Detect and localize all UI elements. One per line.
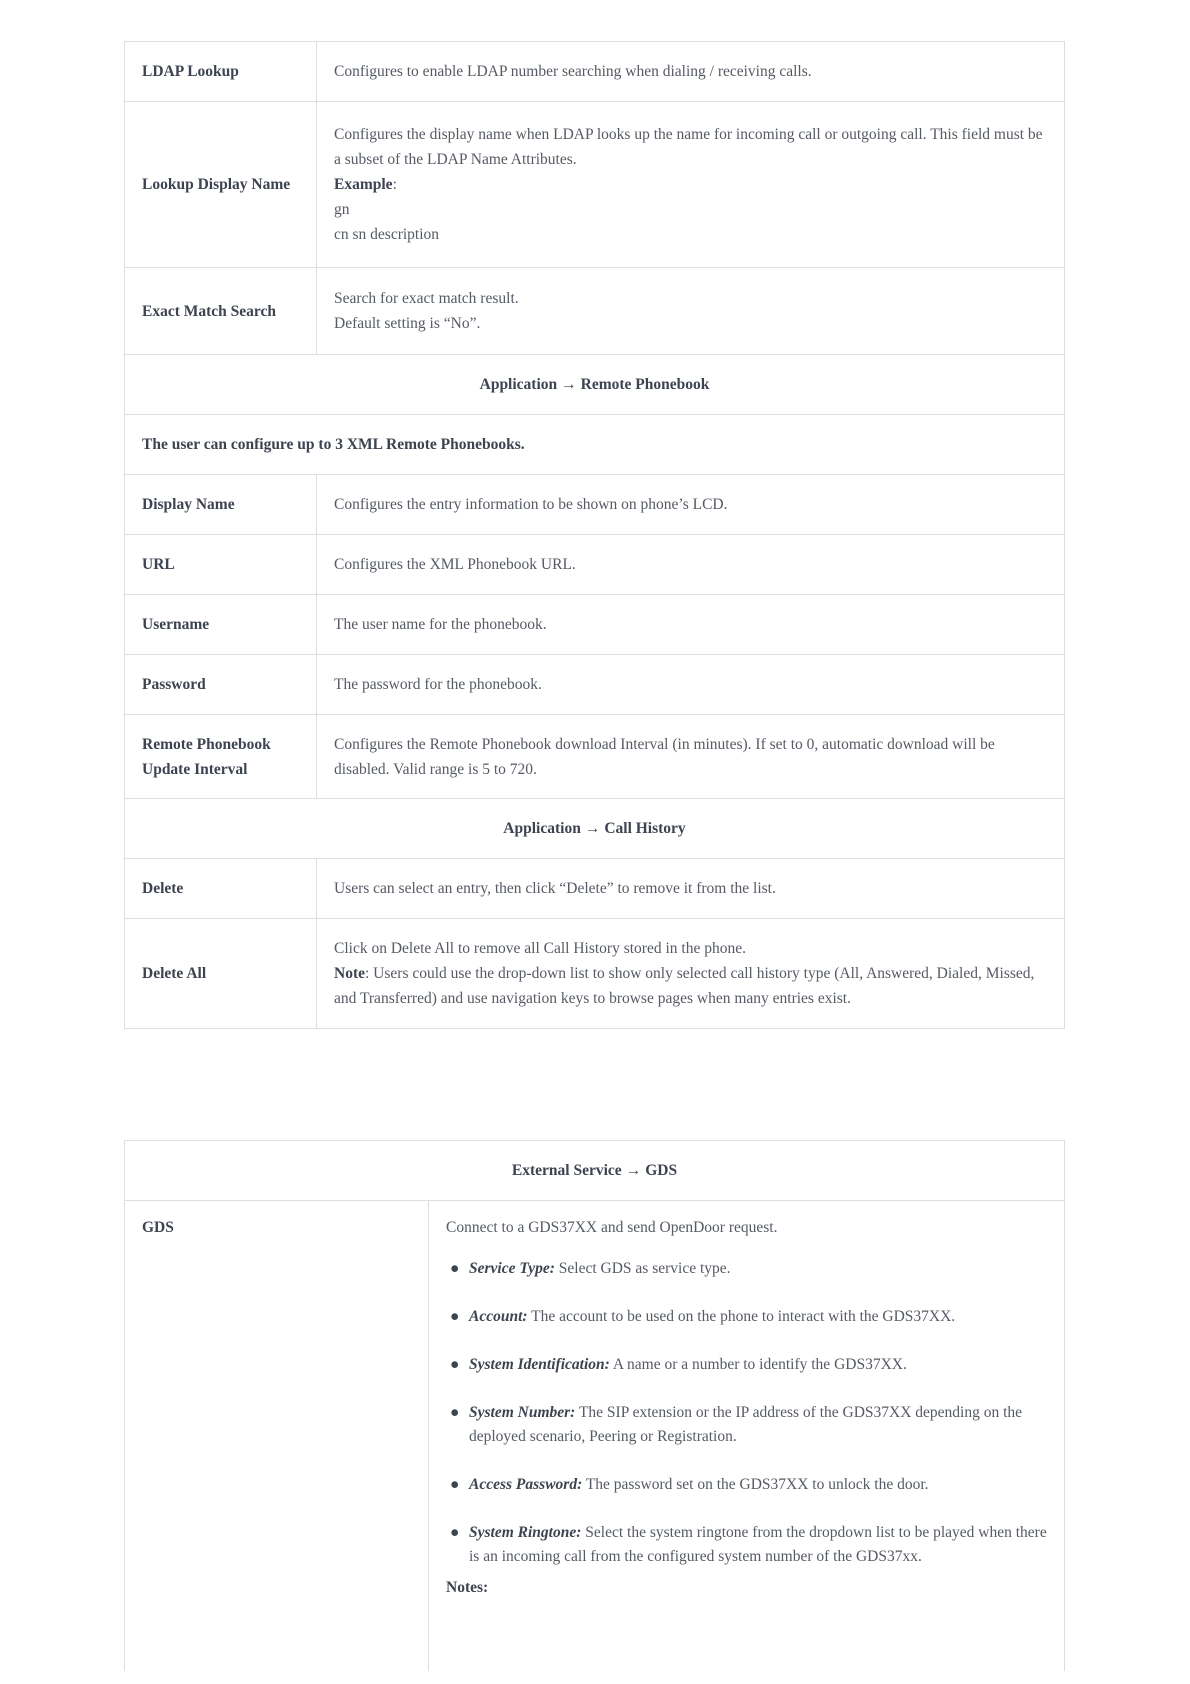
gds-options-list (446, 1257, 1047, 1569)
bullet-icon: ● (450, 1476, 460, 1493)
section-right: Remote Phonebook (580, 376, 710, 393)
arrow-right-icon: → (584, 820, 601, 837)
exact-match-line-2: Default setting is “No”. (334, 315, 481, 332)
list-item (450, 1401, 1047, 1449)
notes-label: Notes: (446, 1579, 489, 1596)
delete-all-line-1: Click on Delete All to remove all Call History stored in the phone. (334, 940, 746, 957)
row-desc-delete: Users can select an entry, then click “Delete” to remove it from the list. (317, 859, 1065, 919)
row-key-password: Password (125, 655, 317, 715)
item-label: Account: (469, 1308, 528, 1325)
row-key-username: Username (125, 595, 317, 655)
settings-table-external-service (124, 1140, 1065, 1671)
lookup-display-name-desc: Configures the display name when LDAP looks up the name for incoming call or outgoing call. This field must be a subset of the LDAP Name Attributes. (334, 126, 1043, 168)
row-key-display-name: Display Name (125, 475, 317, 535)
list-item (450, 1305, 1047, 1329)
row-desc-username: The user name for the phonebook. (317, 595, 1065, 655)
example-label: Example (334, 176, 393, 193)
bullet-icon: ● (450, 1404, 460, 1421)
table-row (125, 859, 1065, 919)
row-key-lookup-display-name: Lookup Display Name (125, 102, 317, 268)
list-item (450, 1521, 1047, 1569)
item-label: System Number: (469, 1404, 576, 1421)
example-value-2: cn sn description (334, 226, 440, 243)
section-header-remote-phonebook (125, 355, 1065, 415)
bullet-icon: ● (450, 1260, 460, 1277)
list-item (450, 1473, 1047, 1497)
row-key-update-interval (125, 715, 317, 799)
table-row (125, 475, 1065, 535)
table-row (125, 1201, 1065, 1671)
note-text: : Users could use the drop-down list to show only selected call history type (All, Answered, Dialed, Missed, and Transferred) and use navigation keys to browse pages when many entries exist. (334, 965, 1035, 1007)
section-header-gds (125, 1141, 1065, 1201)
update-interval-key-line-2: Update Interval (142, 760, 248, 778)
section-left: External Service (511, 1162, 622, 1179)
example-value-1: gn (334, 201, 350, 218)
row-key-delete: Delete (125, 859, 317, 919)
table-row (125, 919, 1065, 1029)
bullet-icon: ● (450, 1524, 460, 1541)
remote-phonebook-intro: The user can configure up to 3 XML Remote Phonebooks. (125, 415, 1065, 475)
item-text: A name or a number to identify the GDS37XX. (609, 1356, 907, 1373)
exact-match-line-1: Search for exact match result. (334, 290, 519, 307)
example-colon: : (392, 176, 397, 193)
row-key-delete-all: Delete All (125, 919, 317, 1029)
row-key-exact-match-search: Exact Match Search (125, 268, 317, 355)
item-label: Service Type: (469, 1260, 555, 1277)
row-desc-url: Configures the XML Phonebook URL. (317, 535, 1065, 595)
example-line (334, 172, 1047, 197)
section-right: Call History (604, 820, 686, 837)
table-row (125, 268, 1065, 355)
section-header-call-history (125, 799, 1065, 859)
table-row (125, 595, 1065, 655)
row-key-url: URL (125, 535, 317, 595)
item-text: Select GDS as service type. (554, 1260, 731, 1277)
item-text: Select the system ringtone from the dropdown list to be played when there is an incoming call from the configured system number of the GDS37xx. (469, 1524, 1047, 1565)
row-desc-display-name: Configures the entry information to be shown on phone’s LCD. (317, 475, 1065, 535)
arrow-right-icon: → (625, 1162, 642, 1179)
section-header-row (125, 355, 1065, 415)
table-row (125, 102, 1065, 268)
item-label: System Identification: (469, 1356, 610, 1373)
section-header-row (125, 799, 1065, 859)
row-desc-exact-match-search (317, 268, 1065, 355)
table-row (125, 715, 1065, 799)
section-right: GDS (645, 1162, 678, 1179)
row-key-gds: GDS (125, 1201, 429, 1671)
section-left: Application (503, 820, 581, 837)
row-desc-gds (429, 1201, 1065, 1671)
item-label: Access Password: (469, 1476, 583, 1493)
item-text: The SIP extension or the IP address of the GDS37XX depending on the deployed scenario, Peering or Registration. (469, 1404, 1023, 1445)
item-label: System Ringtone: (469, 1524, 582, 1541)
item-text: The password set on the GDS37XX to unlock the door. (582, 1476, 929, 1493)
note-label: Note (334, 965, 365, 982)
list-item (450, 1353, 1047, 1377)
row-desc-lookup-display-name (317, 102, 1065, 268)
row-desc-ldap-lookup: Configures to enable LDAP number searching when dialing / receiving calls. (317, 42, 1065, 102)
update-interval-key-line-1: Remote Phonebook (142, 735, 271, 753)
table-row (125, 42, 1065, 102)
bullet-icon: ● (450, 1308, 460, 1325)
row-desc-password: The password for the phonebook. (317, 655, 1065, 715)
section-left: Application (479, 376, 558, 393)
row-desc-update-interval: Configures the Remote Phonebook download Interval (in minutes). If set to 0, automatic download will be disabled. Valid range is 5 to 720. (317, 715, 1065, 799)
row-key-ldap-lookup: LDAP Lookup (125, 42, 317, 102)
bullet-icon: ● (450, 1356, 460, 1373)
table-row (125, 535, 1065, 595)
settings-table-application (124, 41, 1065, 1029)
section-header-row (125, 1141, 1065, 1201)
item-text: The account to be used on the phone to interact with the GDS37XX. (527, 1308, 956, 1325)
delete-all-note (334, 961, 1047, 1011)
table-row (125, 655, 1065, 715)
arrow-right-icon: → (561, 376, 577, 393)
gds-intro: Connect to a GDS37XX and send OpenDoor request. (446, 1219, 778, 1236)
table-row (125, 415, 1065, 475)
list-item (450, 1257, 1047, 1281)
row-desc-delete-all (317, 919, 1065, 1029)
